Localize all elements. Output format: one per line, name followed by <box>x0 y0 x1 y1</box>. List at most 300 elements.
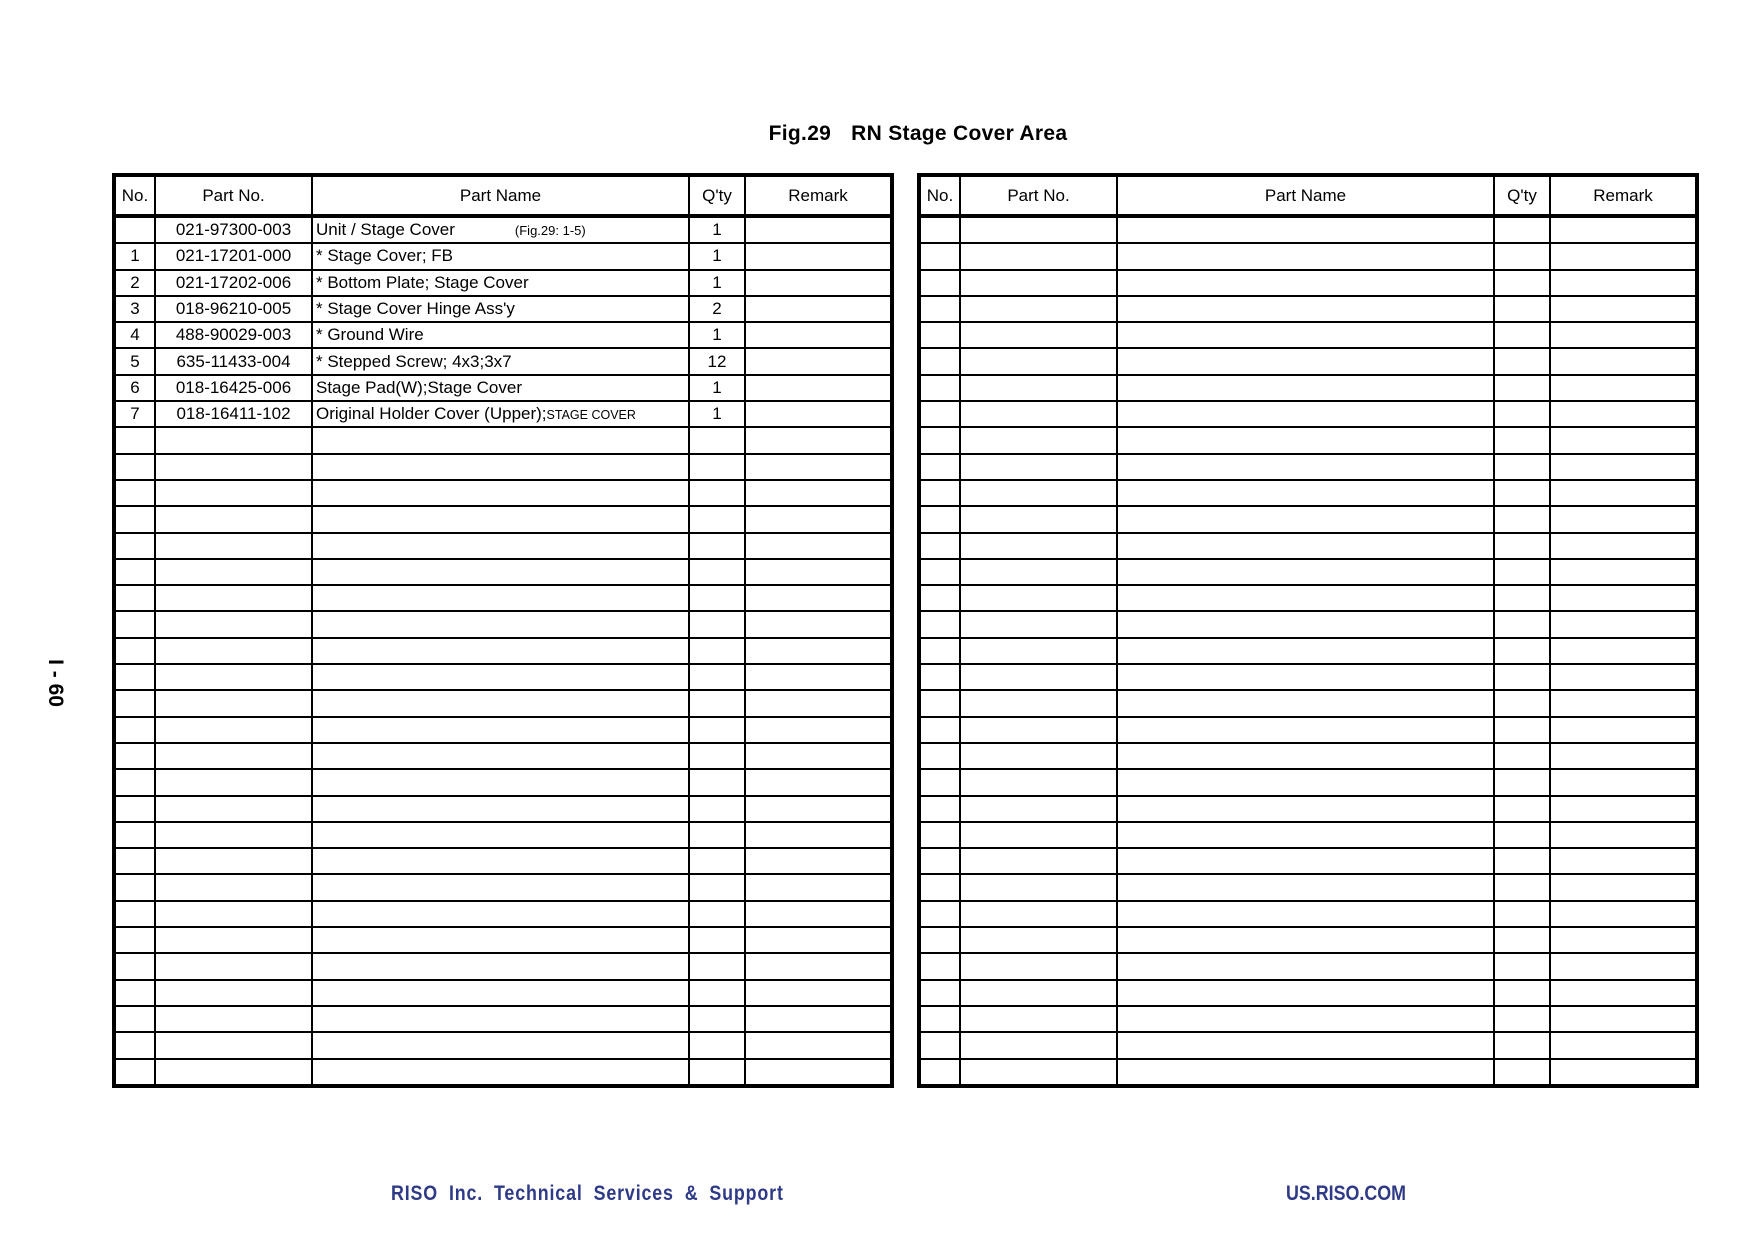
cell-part-no: 018-96210-005 <box>155 296 312 322</box>
cell-no <box>114 927 155 953</box>
cell-no <box>114 1059 155 1086</box>
cell-remark <box>745 322 892 348</box>
table-row <box>114 1059 892 1086</box>
cell-qty <box>1494 375 1550 401</box>
cell-qty <box>689 585 745 611</box>
page-number: I - 60 <box>44 659 67 707</box>
cell-remark <box>1550 927 1697 953</box>
cell-part-no <box>155 638 312 664</box>
cell-remark <box>1550 533 1697 559</box>
cell-no <box>114 848 155 874</box>
cell-part-name <box>312 375 689 401</box>
cell-no <box>919 506 960 532</box>
cell-part-name <box>312 296 689 322</box>
cell-no <box>919 848 960 874</box>
col-header-qty: Q'ty <box>689 175 745 216</box>
cell-qty <box>1494 953 1550 979</box>
cell-qty <box>1494 743 1550 769</box>
table-row <box>114 1006 892 1032</box>
cell-part-no <box>960 270 1117 296</box>
cell-part-no <box>155 559 312 585</box>
cell-remark <box>745 664 892 690</box>
cell-part-no <box>155 769 312 795</box>
cell-qty <box>1494 1006 1550 1032</box>
cell-qty <box>1494 927 1550 953</box>
table-row <box>919 243 1697 269</box>
cell-qty <box>689 664 745 690</box>
cell-part-name <box>312 901 689 927</box>
cell-remark <box>745 927 892 953</box>
col-header-no: No. <box>114 175 155 216</box>
cell-no <box>114 664 155 690</box>
cell-qty <box>1494 901 1550 927</box>
cell-remark <box>745 427 892 453</box>
cell-part-name <box>312 533 689 559</box>
cell-remark <box>1550 506 1697 532</box>
cell-remark <box>1550 559 1697 585</box>
cell-part-no <box>960 559 1117 585</box>
cell-part-no <box>155 533 312 559</box>
cell-part-no <box>155 980 312 1006</box>
part-name-text: * Bottom Plate; Stage Cover <box>316 272 529 292</box>
cell-remark <box>1550 822 1697 848</box>
cell-part-no <box>155 690 312 716</box>
cell-part-no <box>960 717 1117 743</box>
table-row <box>919 874 1697 900</box>
cell-remark <box>745 296 892 322</box>
table-row <box>919 454 1697 480</box>
cell-part-name <box>312 638 689 664</box>
cell-part-no <box>960 348 1117 374</box>
cell-remark <box>1550 401 1697 427</box>
cell-part-name <box>1117 454 1494 480</box>
cell-qty <box>689 533 745 559</box>
cell-part-name <box>1117 927 1494 953</box>
cell-part-no <box>960 480 1117 506</box>
table-row <box>114 427 892 453</box>
cell-no <box>919 611 960 637</box>
cell-qty <box>689 1006 745 1032</box>
cell-remark <box>745 533 892 559</box>
table-row <box>114 296 892 322</box>
cell-no: 1 <box>114 243 155 269</box>
cell-part-no <box>155 506 312 532</box>
cell-remark <box>1550 480 1697 506</box>
col-header-part-name: Part Name <box>1117 175 1494 216</box>
cell-remark <box>745 611 892 637</box>
table-row <box>919 1006 1697 1032</box>
part-name-text: * Stepped Screw; 4x3;3x7 <box>316 351 512 371</box>
col-header-qty: Q'ty <box>1494 175 1550 216</box>
cell-remark <box>1550 348 1697 374</box>
cell-qty <box>1494 638 1550 664</box>
cell-qty <box>689 796 745 822</box>
cell-part-no <box>960 506 1117 532</box>
cell-remark <box>1550 1032 1697 1058</box>
cell-part-name <box>312 690 689 716</box>
cell-no <box>919 1032 960 1058</box>
cell-part-name <box>1117 296 1494 322</box>
cell-part-no <box>155 664 312 690</box>
cell-no <box>919 585 960 611</box>
cell-qty <box>1494 1059 1550 1086</box>
cell-part-no <box>155 611 312 637</box>
cell-part-name <box>312 874 689 900</box>
cell-part-name <box>1117 611 1494 637</box>
table-row <box>114 270 892 296</box>
table-row <box>114 533 892 559</box>
table-row <box>114 243 892 269</box>
cell-no <box>114 901 155 927</box>
cell-part-no: 635-11433-004 <box>155 348 312 374</box>
col-header-remark: Remark <box>745 175 892 216</box>
part-name-text: Stage Pad(W);Stage Cover <box>316 377 522 397</box>
cell-part-no <box>960 953 1117 979</box>
table-row <box>114 559 892 585</box>
cell-no <box>919 717 960 743</box>
cell-qty <box>689 743 745 769</box>
cell-remark <box>745 506 892 532</box>
cell-no <box>919 559 960 585</box>
table-row <box>114 454 892 480</box>
cell-part-name <box>1117 848 1494 874</box>
cell-remark <box>745 796 892 822</box>
cell-remark <box>745 1059 892 1086</box>
table-row <box>919 506 1697 532</box>
table-row <box>114 480 892 506</box>
cell-qty <box>1494 270 1550 296</box>
cell-part-name <box>1117 427 1494 453</box>
table-row <box>114 953 892 979</box>
cell-qty <box>689 980 745 1006</box>
cell-part-no <box>155 743 312 769</box>
cell-remark <box>745 901 892 927</box>
cell-part-no <box>960 243 1117 269</box>
cell-remark <box>745 270 892 296</box>
cell-no <box>919 822 960 848</box>
table-row <box>114 1032 892 1058</box>
cell-remark <box>745 454 892 480</box>
cell-part-no <box>960 585 1117 611</box>
cell-no <box>919 638 960 664</box>
table-row <box>114 796 892 822</box>
cell-no <box>919 401 960 427</box>
cell-qty <box>689 874 745 900</box>
cell-remark <box>1550 270 1697 296</box>
part-name-text: * Ground Wire <box>316 325 424 345</box>
col-header-no: No. <box>919 175 960 216</box>
cell-remark <box>1550 901 1697 927</box>
cell-part-name <box>1117 717 1494 743</box>
cell-remark <box>745 980 892 1006</box>
table-row <box>919 690 1697 716</box>
footer-company: RISO Inc. Technical Services & Support <box>391 1182 784 1205</box>
cell-part-no <box>960 611 1117 637</box>
cell-part-name <box>312 585 689 611</box>
cell-remark <box>1550 769 1697 795</box>
table-row <box>919 1032 1697 1058</box>
cell-no <box>919 427 960 453</box>
cell-part-no <box>155 1059 312 1086</box>
cell-remark <box>1550 743 1697 769</box>
table-header-row <box>114 175 892 216</box>
table-header-row <box>919 175 1697 216</box>
cell-part-name <box>312 927 689 953</box>
table-row <box>919 375 1697 401</box>
cell-part-no <box>960 1032 1117 1058</box>
cell-part-no <box>960 848 1117 874</box>
cell-remark <box>1550 1059 1697 1086</box>
cell-qty <box>1494 874 1550 900</box>
cell-part-name <box>312 506 689 532</box>
table-row <box>114 216 892 243</box>
cell-qty <box>1494 822 1550 848</box>
cell-no <box>114 216 155 243</box>
cell-qty: 1 <box>689 375 745 401</box>
cell-qty: 12 <box>689 348 745 374</box>
cell-part-no <box>960 427 1117 453</box>
cell-remark <box>1550 638 1697 664</box>
cell-qty <box>689 769 745 795</box>
cell-remark <box>1550 953 1697 979</box>
table-row <box>919 296 1697 322</box>
cell-part-no: 018-16425-006 <box>155 375 312 401</box>
cell-part-no <box>960 401 1117 427</box>
cell-part-name <box>1117 480 1494 506</box>
cell-remark <box>745 375 892 401</box>
cell-part-name <box>1117 243 1494 269</box>
cell-remark <box>1550 980 1697 1006</box>
cell-no: 4 <box>114 322 155 348</box>
part-name-text: * Stage Cover; FB <box>316 246 454 266</box>
cell-no <box>919 348 960 374</box>
cell-remark <box>745 401 892 427</box>
table-row <box>114 769 892 795</box>
col-header-part-no: Part No. <box>960 175 1117 216</box>
part-name-note: (Fig.29: 1-5) <box>514 223 586 239</box>
cell-remark <box>745 848 892 874</box>
table-row <box>114 322 892 348</box>
table-row <box>919 348 1697 374</box>
cell-part-name <box>1117 664 1494 690</box>
cell-remark <box>745 953 892 979</box>
cell-part-no <box>155 927 312 953</box>
cell-qty <box>689 454 745 480</box>
cell-part-name <box>1117 375 1494 401</box>
cell-qty <box>1494 690 1550 716</box>
col-header-part-no: Part No. <box>155 175 312 216</box>
cell-remark <box>745 1006 892 1032</box>
cell-no <box>114 980 155 1006</box>
cell-no <box>114 1006 155 1032</box>
cell-part-no <box>155 848 312 874</box>
cell-part-name <box>312 454 689 480</box>
cell-remark <box>745 216 892 243</box>
cell-part-name <box>1117 822 1494 848</box>
cell-part-no <box>155 822 312 848</box>
cell-no <box>114 743 155 769</box>
table-row <box>114 717 892 743</box>
cell-remark <box>1550 216 1697 243</box>
cell-part-no <box>960 296 1117 322</box>
table-row <box>114 848 892 874</box>
cell-qty <box>1494 664 1550 690</box>
cell-qty: 1 <box>689 322 745 348</box>
cell-part-name <box>1117 1006 1494 1032</box>
cell-part-name <box>1117 533 1494 559</box>
cell-no <box>919 874 960 900</box>
cell-no <box>114 611 155 637</box>
cell-remark <box>745 243 892 269</box>
cell-part-no: 021-17201-000 <box>155 243 312 269</box>
cell-qty: 1 <box>689 243 745 269</box>
cell-qty <box>689 506 745 532</box>
cell-part-name <box>312 216 689 243</box>
cell-no <box>114 506 155 532</box>
cell-qty <box>1494 585 1550 611</box>
cell-remark <box>745 638 892 664</box>
cell-no <box>114 717 155 743</box>
cell-qty <box>689 822 745 848</box>
cell-part-name <box>312 1032 689 1058</box>
cell-no <box>919 953 960 979</box>
cell-part-name <box>1117 638 1494 664</box>
table-row <box>114 506 892 532</box>
table-row <box>919 585 1697 611</box>
cell-qty <box>1494 1032 1550 1058</box>
cell-no <box>114 796 155 822</box>
table-row <box>919 927 1697 953</box>
table-row <box>919 901 1697 927</box>
cell-part-name <box>312 559 689 585</box>
cell-qty <box>1494 401 1550 427</box>
table-row <box>919 611 1697 637</box>
cell-part-name <box>312 980 689 1006</box>
cell-qty <box>1494 848 1550 874</box>
cell-no <box>114 559 155 585</box>
cell-no <box>919 375 960 401</box>
table-row <box>114 874 892 900</box>
cell-part-no <box>155 1006 312 1032</box>
cell-no <box>114 480 155 506</box>
table-row <box>919 769 1697 795</box>
table-row <box>114 690 892 716</box>
cell-no <box>114 690 155 716</box>
cell-remark <box>745 743 892 769</box>
col-header-remark: Remark <box>1550 175 1697 216</box>
cell-qty <box>1494 506 1550 532</box>
table-row <box>114 980 892 1006</box>
cell-qty <box>1494 480 1550 506</box>
table-row <box>114 585 892 611</box>
table-row <box>919 559 1697 585</box>
cell-part-no <box>155 901 312 927</box>
table-row <box>919 638 1697 664</box>
cell-no <box>919 690 960 716</box>
cell-no: 2 <box>114 270 155 296</box>
cell-qty <box>689 480 745 506</box>
cell-no: 7 <box>114 401 155 427</box>
cell-remark <box>745 874 892 900</box>
cell-no <box>114 533 155 559</box>
part-name-text: Unit / Stage Cover <box>316 220 455 240</box>
table-row <box>114 401 892 427</box>
cell-qty <box>1494 427 1550 453</box>
cell-remark <box>1550 717 1697 743</box>
cell-remark <box>1550 427 1697 453</box>
cell-part-no: 021-17202-006 <box>155 270 312 296</box>
cell-remark <box>745 348 892 374</box>
cell-part-name <box>312 769 689 795</box>
part-name-text: Original Holder Cover (Upper); <box>316 404 547 424</box>
part-name-text: * Stage Cover Hinge Ass'y <box>316 299 515 319</box>
cell-part-name <box>312 611 689 637</box>
cell-part-no <box>960 454 1117 480</box>
cell-part-no: 488-90029-003 <box>155 322 312 348</box>
cell-part-name <box>1117 1032 1494 1058</box>
table-row <box>919 322 1697 348</box>
table-row <box>919 953 1697 979</box>
cell-remark <box>1550 874 1697 900</box>
cell-part-no <box>155 585 312 611</box>
cell-no: 6 <box>114 375 155 401</box>
cell-remark <box>1550 243 1697 269</box>
cell-part-name <box>312 480 689 506</box>
cell-qty <box>1494 980 1550 1006</box>
table-row <box>114 822 892 848</box>
cell-part-name <box>1117 690 1494 716</box>
cell-part-no <box>960 796 1117 822</box>
cell-qty <box>1494 796 1550 822</box>
table-row <box>919 664 1697 690</box>
cell-no <box>919 216 960 243</box>
cell-remark <box>1550 585 1697 611</box>
cell-part-name <box>1117 796 1494 822</box>
cell-qty <box>689 848 745 874</box>
part-name-suffix: STAGE COVER <box>546 408 636 423</box>
cell-part-name <box>1117 270 1494 296</box>
cell-part-no <box>155 953 312 979</box>
cell-remark <box>745 1032 892 1058</box>
page-title <box>0 122 1754 146</box>
cell-part-name <box>1117 322 1494 348</box>
cell-remark <box>745 480 892 506</box>
cell-qty <box>1494 769 1550 795</box>
cell-qty <box>689 953 745 979</box>
cell-part-name <box>1117 1059 1494 1086</box>
cell-qty <box>1494 322 1550 348</box>
cell-part-name <box>1117 953 1494 979</box>
cell-part-name <box>312 822 689 848</box>
cell-no <box>919 927 960 953</box>
cell-part-no <box>960 874 1117 900</box>
cell-remark <box>1550 322 1697 348</box>
table-row <box>114 638 892 664</box>
cell-qty <box>1494 296 1550 322</box>
cell-part-no <box>960 822 1117 848</box>
cell-part-no <box>155 454 312 480</box>
table-row <box>919 717 1697 743</box>
table-row <box>114 927 892 953</box>
cell-part-no <box>155 717 312 743</box>
cell-remark <box>1550 796 1697 822</box>
cell-qty <box>689 690 745 716</box>
figure-number: Fig.29 <box>768 122 832 145</box>
cell-no <box>114 427 155 453</box>
cell-qty <box>689 717 745 743</box>
cell-part-name <box>1117 559 1494 585</box>
col-header-part-name: Part Name <box>312 175 689 216</box>
